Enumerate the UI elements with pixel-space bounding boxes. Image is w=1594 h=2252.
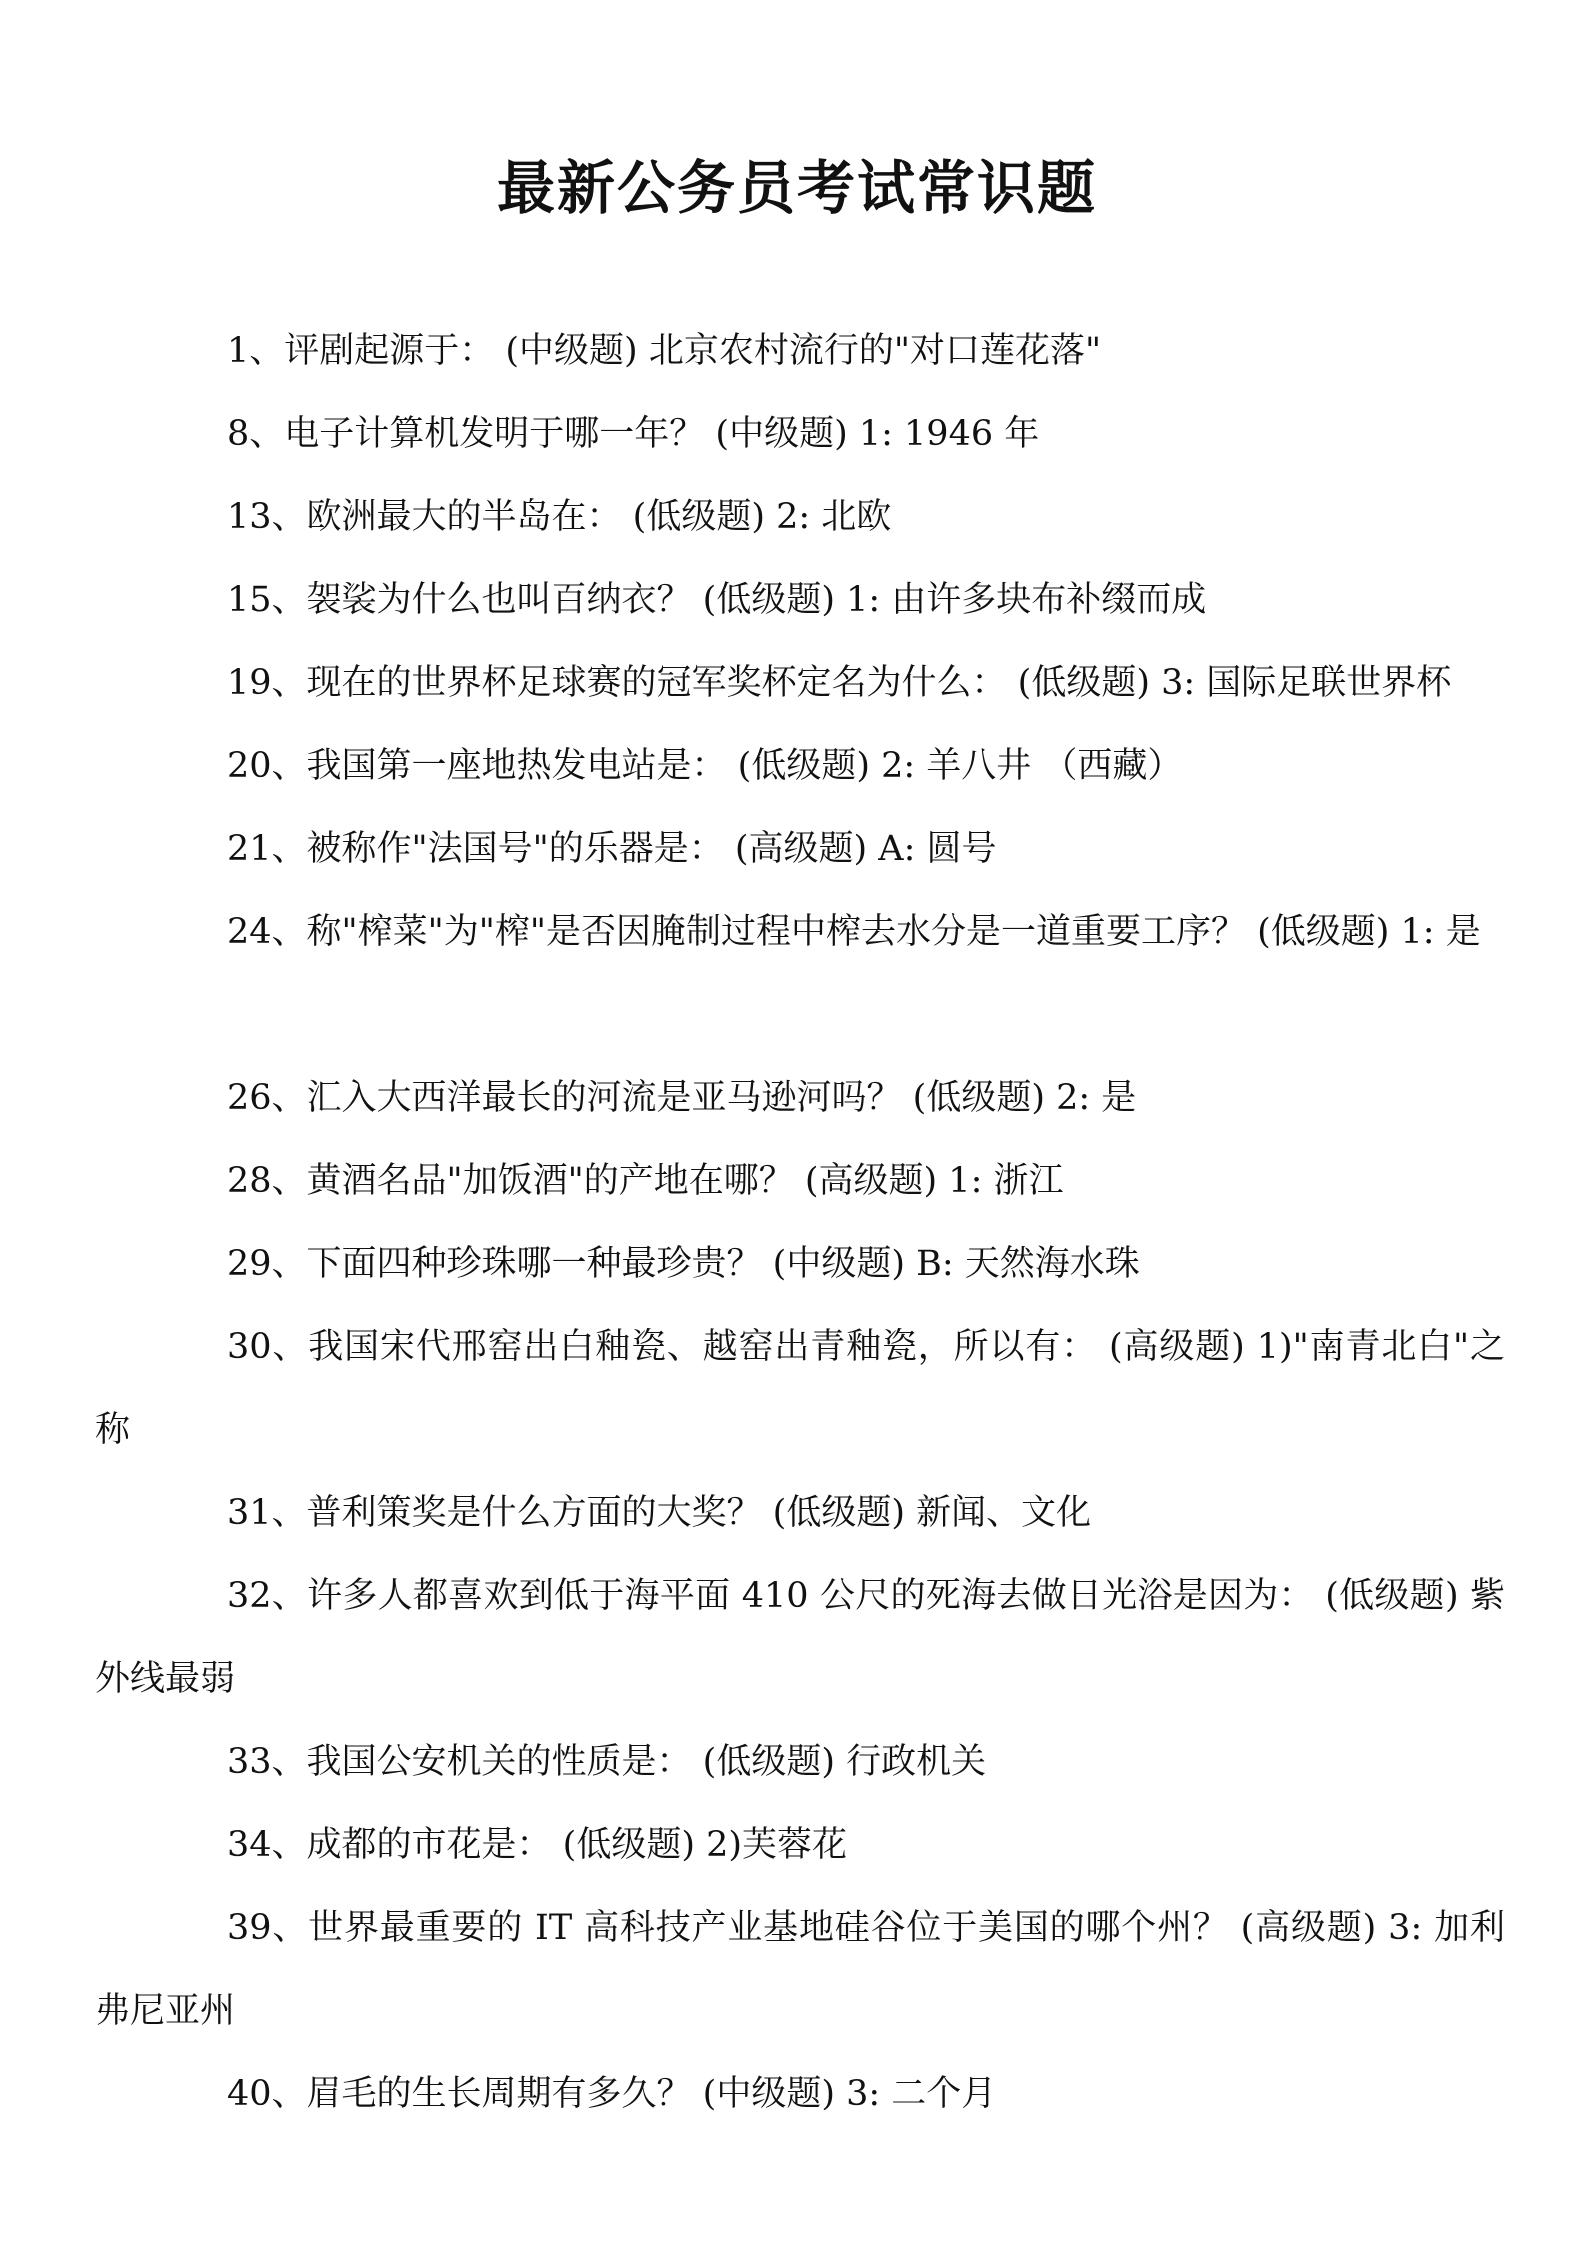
question-text: 称"榨菜"为"榨"是否因腌制过程中榨去水分是一道重要工序？ (低级题) 1: 是 [306,912,1481,952]
question-item [95,808,1505,891]
question-item [95,725,1505,808]
question-item [95,2053,1505,2136]
question-item [95,1306,1505,1472]
question-number: 39、 [227,1908,309,1948]
question-text: 世界最重要的 IT 高科技产业基地硅谷位于美国的哪个州？ (高级题) 3: 加利弗尼亚州 [95,1908,1505,2031]
question-item [95,393,1505,476]
question-text: 欧洲最大的半岛在： (低级题) 2: 北欧 [306,497,892,537]
question-number: 34、 [227,1825,307,1865]
question-text: 电子计算机发明于哪一年？ (中级题) 1: 1946 年 [284,414,1040,454]
question-item [95,1555,1505,1721]
question-text: 眉毛的生长周期有多久？ (中级题) 3: 二个月 [306,2074,997,2114]
question-text: 成都的市花是： (低级题) 2)芙蓉花 [306,1825,848,1865]
question-text: 被称作"法国号"的乐器是： (高级题) A: 圆号 [306,829,997,869]
question-number: 31、 [227,1493,307,1533]
question-number: 15、 [227,580,307,620]
question-text: 评剧起源于： (中级题) 北京农村流行的"对口莲花落" [284,331,1102,371]
question-number: 1、 [227,331,285,371]
question-item [95,642,1505,725]
question-number: 8、 [227,414,285,454]
question-number: 21、 [227,829,307,869]
question-item [95,1472,1505,1555]
question-item [95,1223,1505,1306]
question-item [95,1721,1505,1804]
question-text: 我国第一座地热发电站是： (低级题) 2: 羊八井 （西藏） [306,746,1183,786]
question-text: 我国公安机关的性质是： (低级题) 行政机关 [306,1742,987,1782]
question-text: 我国宋代邢窑出白釉瓷、越窑出青釉瓷，所以有： (高级题) 1)"南青北白"之称 [95,1327,1505,1450]
question-item [95,559,1505,642]
question-item [95,1887,1505,2053]
question-number: 26、 [227,1078,307,1118]
question-number: 28、 [227,1161,307,1201]
question-number: 32、 [227,1576,308,1616]
question-text: 现在的世界杯足球赛的冠军奖杯定名为什么： (低级题) 3: 国际足联世界杯 [306,663,1452,703]
question-item [95,476,1505,559]
question-number: 30、 [227,1327,309,1367]
question-number: 40、 [227,2074,307,2114]
question-number: 13、 [227,497,307,537]
document-title: 最新公务员考试常识题 [496,154,1097,222]
question-number: 29、 [227,1244,307,1284]
question-text: 下面四种珍珠哪一种最珍贵？ (中级题) B: 天然海水珠 [306,1244,1140,1284]
question-number: 24、 [227,912,307,952]
question-text: 黄酒名品"加饭酒"的产地在哪？ (高级题) 1: 浙江 [306,1161,1064,1201]
question-number: 20、 [227,746,307,786]
question-text: 许多人都喜欢到低于海平面 410 公尺的死海去做日光浴是因为： (低级题) 紫外线最弱 [95,1576,1505,1699]
question-text: 袈裟为什么也叫百纳衣？ (低级题) 1: 由许多块布补缀而成 [306,580,1207,620]
question-item [95,310,1505,393]
question-item [95,1140,1505,1223]
question-text: 普利策奖是什么方面的大奖？ (低级题) 新闻、文化 [306,1493,1092,1533]
question-item [95,891,1505,974]
question-item [95,1804,1505,1887]
question-item [95,1057,1505,1140]
question-text: 汇入大西洋最长的河流是亚马逊河吗？ (低级题) 2: 是 [306,1078,1137,1118]
question-number: 19、 [227,663,307,703]
question-number: 33、 [227,1742,307,1782]
